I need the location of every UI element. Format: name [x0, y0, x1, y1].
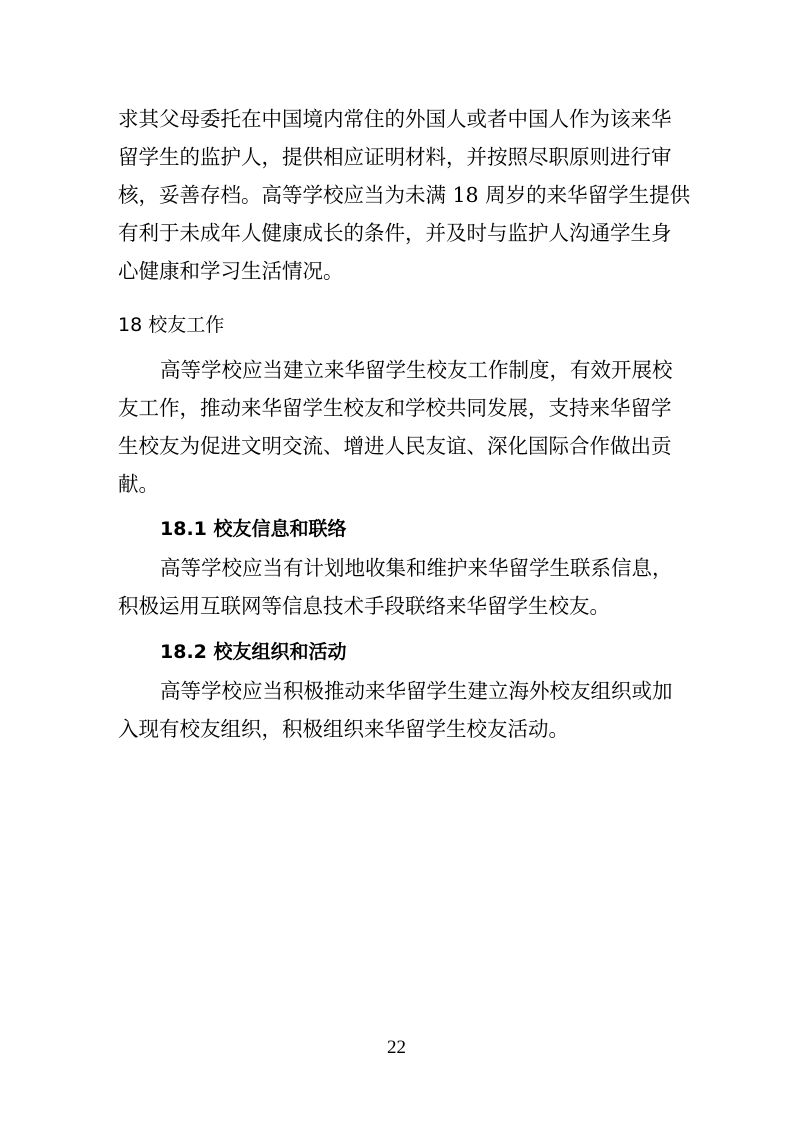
paragraph-line: 高等学校应当积极推动来华留学生建立海外校友组织或加 [160, 679, 673, 703]
section-heading-18-1: 18.1 校友信息和联络 [160, 518, 347, 540]
paragraph-line: 核，妥善存档。高等学校应当为未满 18 周岁的来华留学生提供 [118, 183, 691, 207]
paragraph-line: 友工作，推动来华留学生校友和学校共同发展，支持来华留学 [118, 396, 672, 420]
paragraph-line: 生校友为促进文明交流、增进人民友谊、深化国际合作做出贡 [118, 434, 672, 458]
paragraph-line: 入现有校友组织，积极组织来华留学生校友活动。 [118, 717, 569, 741]
paragraph-line: 留学生的监护人，提供相应证明材料，并按照尽职原则进行审 [118, 145, 672, 169]
paragraph-line: 高等学校应当有计划地收集和维护来华留学生联系信息， [160, 556, 673, 580]
section-heading-18: 18 校友工作 [118, 314, 225, 336]
section-heading-18-2: 18.2 校友组织和活动 [160, 641, 347, 663]
paragraph-line: 高等学校应当建立来华留学生校友工作制度，有效开展校 [160, 358, 673, 382]
paragraph-line: 积极运用互联网等信息技术手段联络来华留学生校友。 [118, 594, 610, 618]
paragraph-line: 有利于未成年人健康成长的条件，并及时与监护人沟通学生身 [118, 221, 672, 245]
paragraph-line: 心健康和学习生活情况。 [118, 259, 344, 283]
page-number: 22 [387, 1037, 406, 1058]
paragraph-line: 求其父母委托在中国境内常住的外国人或者中国人作为该来华 [118, 107, 672, 131]
paragraph-line: 献。 [118, 472, 159, 496]
